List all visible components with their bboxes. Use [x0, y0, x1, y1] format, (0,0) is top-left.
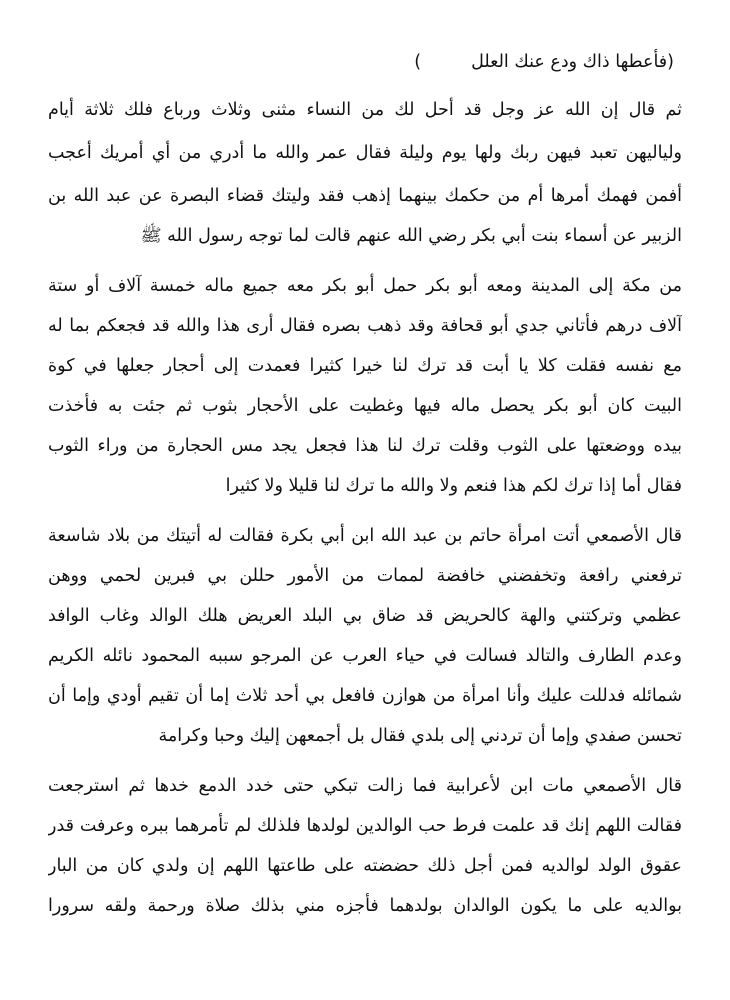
- paragraph-4-line-1: قال الأصمعي مات ابن لأعرابية فما زالت تبكي حتى خدد الدمع خدها ثم استرجعت: [48, 776, 682, 796]
- paragraph-3-line-1: قال الأصمعي أتت امرأة حاتم بن عبد الله ابن أبي بكرة فقالت له أتيتك من بلاد شاسعة: [48, 526, 682, 546]
- paragraph-1-line-3: أفمن فهمك أمرها أم من حكمك بينهما إذهب فقد وليتك قضاء البصرة عن عبد الله بن: [48, 186, 682, 206]
- paragraph-4-line-3: عقوق الولد لوالديه فمن أجل ذلك حضضته على طاعتها اللهم إن ولدي كان من البار: [48, 856, 682, 876]
- verse-heading: (فأعطها ذاك ودع عنك العلل ): [414, 52, 674, 72]
- paragraph-3-line-3: عظمي وتركتني والهة كالحريض قد ضاق بي البلد العريض هلك الوالد وغاب الوافد: [48, 606, 682, 626]
- paragraph-3-line-4: وعدم الطارف والتالد فسالت في حياء العرب عن المرجو سببه المحمود نائله الكريم: [48, 646, 682, 666]
- paragraph-2-line-6: فقال أما إذا ترك لكم هذا فنعم ولا والله ما ترك لنا قليلا ولا كثيرا: [225, 476, 682, 496]
- paragraph-2-line-1: من مكة إلى المدينة ومعه أبو بكر حمل أبو بكر معه جميع ماله خمسة آلاف أو ستة: [48, 276, 682, 296]
- paragraph-1-line-1: ثم قال إن الله عز وجل قد أحل لك من النساء مثنى وثلاث ورباع فلك ثلاثة أيام: [48, 100, 682, 120]
- paragraph-4-line-2: فقالت اللهم إنك قد علمت فرط حب الوالدين لولدها فلذلك لم تأمرهما ببره وعرفت قدر: [48, 816, 682, 836]
- paragraph-1-line-2: ولياليهن تعبد فيهن ربك ولها يوم وليلة فقال عمر والله ما أدري من أي أمريك أعجب: [48, 143, 682, 163]
- paragraph-2-line-5: بيده ووضعتها على الثوب وقلت ترك لنا هذا فجعل يجد مس الحجارة من وراء الثوب: [48, 436, 682, 456]
- paragraph-1-line-4: الزبير عن أسماء بنت أبي بكر رضي الله عنهم قالت لما توجه رسول الله ﷺ: [140, 226, 682, 246]
- paragraph-3-line-2: ترفعني رافعة وتخفضني خافضة لممات من الأمور حللن بي فبرين لحمي ووهن: [48, 566, 682, 586]
- paragraph-4-line-4: بوالديه على ما يكون الوالدان بولدهما فأجزه مني بذلك صلاة ورحمة ولقه سرورا: [48, 896, 682, 916]
- paragraph-2-line-4: البيت كان أبو بكر يحصل ماله فيها وغطيت على الأحجار بثوب ثم جئت به فأخذت: [48, 396, 682, 416]
- paragraph-3-line-5: شمائله فدللت عليك وأنا امرأة من هوازن فافعل بي أحد ثلاث إما أن تقيم أودي وإما أن: [48, 686, 682, 706]
- paragraph-2-line-3: مع نفسه فقلت كلا يا أبت قد ترك لنا خيرا كثيرا فعمدت إلى أحجار جعلها في كوة: [48, 356, 682, 376]
- paragraph-2-line-2: آلاف درهم فأتاني جدي أبو قحافة وقد ذهب بصره فقال أرى هذا والله قد فجعكم بما له: [48, 316, 682, 336]
- paragraph-3-line-6: تحسن صفدي وإما أن تردني إلى بلدي فقال بل أجمعهن إليك وحبا وكرامة: [158, 726, 682, 746]
